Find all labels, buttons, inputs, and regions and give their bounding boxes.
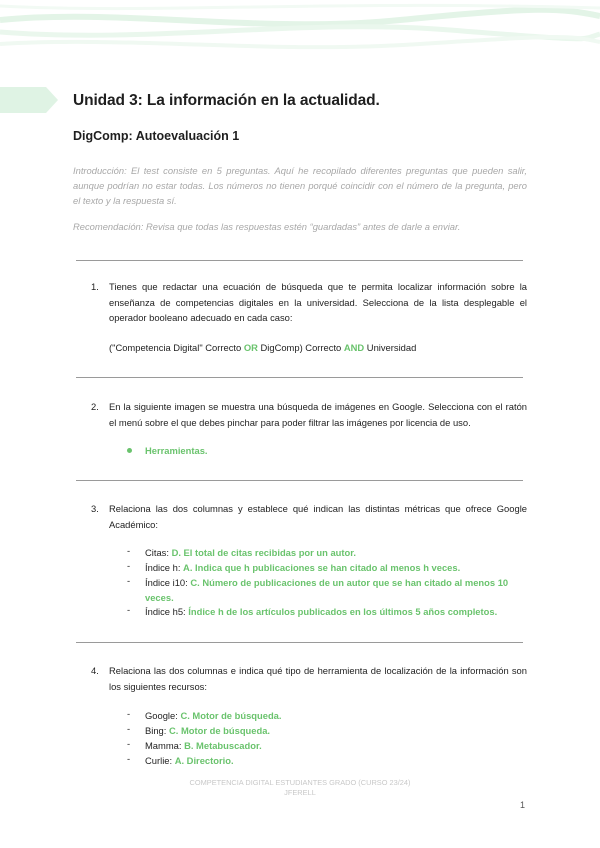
item-answer: C. Motor de búsqueda. <box>180 710 282 721</box>
item-answer: B. Metabuscador. <box>184 740 262 751</box>
divider <box>76 642 523 643</box>
page-number: 1 <box>520 800 526 810</box>
list-item <box>145 708 530 723</box>
bullet-icon <box>127 448 132 453</box>
dash-marker: - <box>127 560 131 571</box>
divider <box>76 480 523 481</box>
list-item <box>145 723 530 738</box>
item-label: Curlie: <box>145 755 175 766</box>
question-4 <box>91 663 527 694</box>
question-1 <box>91 279 527 326</box>
item-label: Citas: <box>145 547 172 558</box>
question-text: En la siguiente imagen se muestra una búsqueda de imágenes en Google. Selecciona con el ratón el menú sobre el que debes pinchar para poder filtrar las imágenes por licencia de uso. <box>109 401 527 428</box>
list-item <box>145 575 530 605</box>
question-2-answer: Herramientas. <box>145 445 208 456</box>
item-label: Índice i10: <box>145 577 191 588</box>
dash-marker: - <box>127 723 131 734</box>
question-number: 4. <box>91 665 99 676</box>
item-label: Bing: <box>145 725 169 736</box>
question-text: Relaciona las dos columnas e indica qué tipo de herramienta de localización de la información son los siguientes recursos: <box>109 665 527 692</box>
section-subtitle: DigComp: Autoevaluación 1 <box>73 129 240 143</box>
dash-marker: - <box>127 575 131 586</box>
item-label: Índice h: <box>145 562 184 573</box>
dash-marker: - <box>127 738 131 749</box>
recommendation-paragraph: Recomendación: Revisa que todas las respuestas estén “guardadas” antes de darle a enviar. <box>73 221 461 232</box>
item-answer: A. Directorio. <box>174 755 234 766</box>
item-label: Google: <box>145 710 181 721</box>
header-wave-decoration <box>0 0 600 60</box>
section-tab-marker <box>0 87 58 113</box>
list-item <box>145 560 530 575</box>
question-number: 2. <box>91 401 99 412</box>
question-3 <box>91 501 527 532</box>
dash-marker: - <box>127 708 131 719</box>
dash-marker: - <box>127 545 131 556</box>
dash-marker: - <box>127 753 131 764</box>
item-answer: C. Número de publicaciones de un autor que se han citado al menos 10 veces. <box>145 577 509 603</box>
item-answer: Índice h de los artículos publicados en los últimos 5 años completos. <box>188 606 498 617</box>
item-answer: C. Motor de búsqueda. <box>168 725 271 736</box>
list-item <box>145 604 530 619</box>
answer-text: Universidad <box>364 342 417 353</box>
list-item <box>145 545 530 560</box>
question-2 <box>91 399 527 430</box>
question-text: Relaciona las dos columnas y establece qué indican las distintas métricas que ofrece Google Académico: <box>109 503 527 530</box>
item-label: Mamma: <box>145 740 185 751</box>
boolean-operator-or: OR <box>243 342 258 353</box>
list-item <box>145 738 530 753</box>
footer-author: JFERELL <box>284 788 316 797</box>
list-item <box>145 753 530 768</box>
intro-paragraph: Introducción: El test consiste en 5 preguntas. Aquí he recopilado diferentes preguntas que pueden salir, aunque podrían no estar todas. Los números no tienen porqué coincidir con el número de la pregunta, pero el texto y la respuesta sí. <box>73 165 527 206</box>
question-number: 1. <box>91 281 99 292</box>
item-answer: D. El total de citas recibidas por un autor. <box>171 547 356 558</box>
item-label: Índice h5: <box>145 606 189 617</box>
question-text: Tienes que redactar una ecuación de búsqueda que te permita localizar información sobre la enseñanza de competencias digitales en la universidad. Selecciona de la lista desplegable el operador booleano adecuado en cada caso: <box>109 281 527 323</box>
divider <box>76 377 523 378</box>
question-number: 3. <box>91 503 99 514</box>
answer-text: DigComp) Correcto <box>257 342 344 353</box>
divider <box>76 260 523 261</box>
item-answer: A. Indica que h publicaciones se han citado al menos h veces. <box>183 562 461 573</box>
question-1-answer <box>109 340 416 355</box>
page-title: Unidad 3: La información en la actualidad. <box>73 92 380 109</box>
answer-text: ("Competencia Digital" Correcto <box>109 342 244 353</box>
boolean-operator-and: AND <box>343 342 365 353</box>
dash-marker: - <box>127 604 131 615</box>
footer-course: COMPETENCIA DIGITAL ESTUDIANTES GRADO (CURSO 23/24) <box>189 778 411 787</box>
